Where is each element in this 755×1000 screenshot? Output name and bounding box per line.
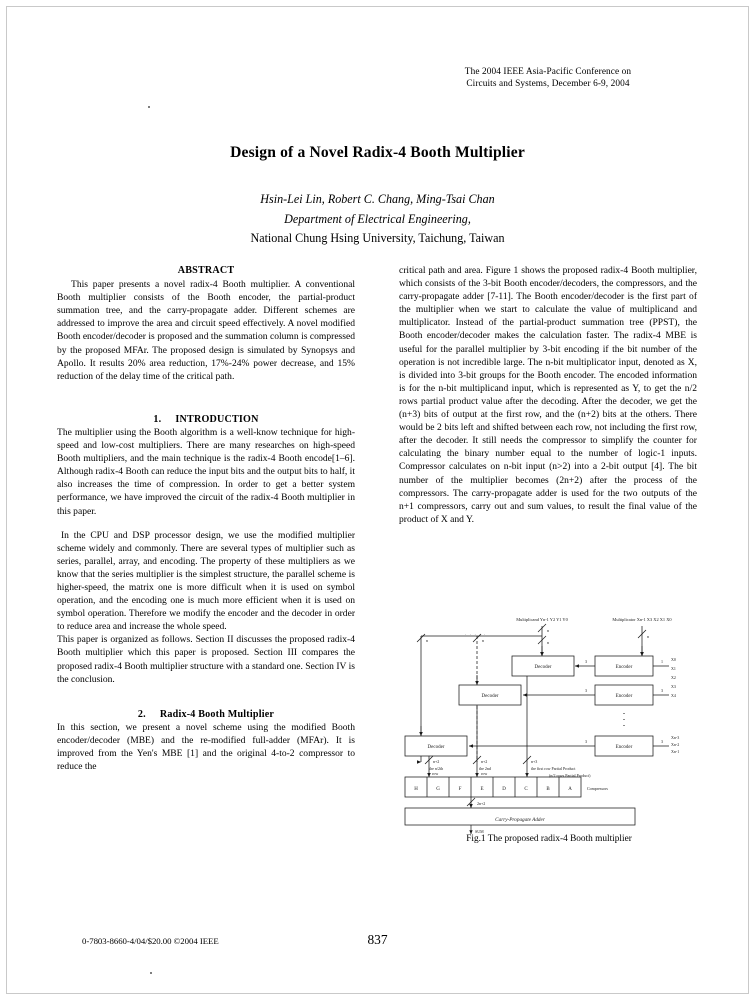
figure-bus-3-4: 3 <box>661 688 663 693</box>
figure-bus-n-3: n <box>647 634 649 639</box>
intro-paragraph-3: This paper is organized as follows. Section II discusses the proposed radix-4 Booth multiplier which this paper is proposed. Section III compares the proposed radix-4 Booth multiplier structure with a standard one. Section IV is the conclusion. <box>57 634 355 685</box>
intro-paragraph-1: The multiplier using the Booth algorithm is a well-know technique for high-speed and low-cost multipliers. There are many researches on high-speed Booth multipliers, and the main technique is the radix-4 Booth encode[1–6]. Although radix-4 Booth can reduce the input bits and the output bits to half, it also increases the time of compression. In order to get a better system performance, we have improved the circuit of the radix-4 Booth multiplier in this paper. <box>57 426 355 517</box>
figure-encoder-n: Encoder <box>615 745 633 750</box>
figure-bus-1: 1 <box>661 659 663 664</box>
figure-cell-h: H <box>414 787 418 792</box>
figure-cell-e: E <box>480 787 484 792</box>
footer-page-number: 837 <box>367 932 388 947</box>
figure-row-second-2: row <box>481 771 488 776</box>
figure-bit-n3: n+3 <box>531 759 538 764</box>
figure-encoder-1: Encoder <box>615 665 633 670</box>
figure-cell-c: C <box>524 787 528 792</box>
figure-bus-3-5: 3 <box>661 739 663 744</box>
right-column <box>399 264 697 526</box>
figure-cell-b: B <box>546 787 550 792</box>
figure-bit-n2-a: n+2 <box>433 759 440 764</box>
figure-x4: X4 <box>671 693 676 698</box>
scan-artifact-dot-bottom <box>150 972 152 974</box>
figure-cell-f: F <box>458 787 462 792</box>
figure-decoder-n: Decoder <box>427 745 445 750</box>
figure-bus-n-5: n <box>482 638 484 643</box>
figure-n2-rows-pp: (n/2 rows Partial Product) <box>549 773 591 778</box>
section-radix4-heading <box>57 708 355 721</box>
left-column <box>57 264 355 773</box>
figure-decoder-1: Decoder <box>534 665 552 670</box>
radix4-paragraph-right: critical path and area. Figure 1 shows the proposed radix-4 Booth multiplier, which consists of the 3-bit Booth encoder/decoders, the compressors, and the carry-propagate adder [7-11]. The Booth encoder/decoder is the first part of the multiplier when we start to calculate the value of multiplicand and multiplicator. Instead of the partial-product summation tree (PPST), the Booth encoder/decoder makes the calculation faster. The radix-4 MBE is useful for the parallel multiplier by 3-bit encoding if the bit number of the operation is not incredible large. The n-bit multiplicator input, denoted as X, is divided into 3-bit groups for the Booth encoder. The encoded information is for the n-bit multiplicand input, which is represented as Y, to get the n/2 rows partial product value after the decoding. After the decoder, we get the (n+3) bits of output at the first row, and the (n+2) bits at the others. There would be 2 bits left and shifted between each row, not including the first row, after the decoder. It still needs the compressor to simplify the counter for calculating the binary number equal to the number of logic-1 inputs. Compressor calculates on n-bit input (n>2) into a 2-bit output [4]. The bit number of the multiplier becomes (2n+2) after the process of the compressors. The carry-propagate adder is used for the two outputs of the n+1 compressors, carry out and sum values, to result the final value of the product of X and Y. <box>399 265 697 525</box>
figure-row-first: the n/2th <box>429 766 444 771</box>
paper-title: Design of a Novel Radix-4 Booth Multiplier <box>230 144 525 161</box>
figure-label-multiplicand: Multiplicand Yn-1 Y2 Y1 Y0 <box>516 617 568 622</box>
abstract-heading: ABSTRACT <box>177 265 235 276</box>
section-radix4-number: 2. <box>137 708 146 720</box>
figure-cell-a: A <box>568 787 572 792</box>
abstract-body: This paper presents a novel radix-4 Booth multiplier. A conventional Booth multiplier consists of the Booth encoder, the partial-product summation tree, and the carry-propagate adder. Different schemes are addressed to improve the area and circuit speed effectively. A novel modified Booth encoder/decoder is proposed and the summation column is compressed by the proposed MFAr. The proposed design is simulated by Synopsys and Apollo. It results 20% area reduction, 17%-24% power decrease, and 15% reduction of the delay time of the critical path. <box>57 279 355 382</box>
figure-encoder-2: Encoder <box>615 694 633 699</box>
author-block <box>0 190 755 249</box>
figure-x1: X1 <box>671 666 676 671</box>
figure-row-second: the 2nd <box>479 766 491 771</box>
figure-row-first-pp: the first row Partial Product <box>531 766 576 771</box>
author-affiliation: National Chung Hsing University, Taichung, Taiwan <box>250 231 505 246</box>
section-intro-number: 1. <box>153 413 162 425</box>
figure-x3: X3 <box>671 684 676 689</box>
section-intro-title: INTRODUCTION <box>175 413 259 425</box>
figure-x0: X0 <box>671 657 676 662</box>
author-department: Department of Electrical Engineering, <box>284 211 471 226</box>
figure-sum-bits: 2n+2 <box>477 801 486 806</box>
figure-bus-n-4: n <box>426 638 428 643</box>
figure-decoder-2: Decoder <box>481 694 499 699</box>
figure-row-first-2: row <box>432 771 439 776</box>
figure-bit-n2-b: n+2 <box>481 759 488 764</box>
figure-sum-output: SUM <box>475 829 484 834</box>
figure-cell-d: D <box>502 787 506 792</box>
figure-1-caption: Fig.1 The proposed radix-4 Booth multiplier <box>466 834 632 844</box>
figure-bus-n-1: n <box>547 628 549 633</box>
scan-artifact-dot <box>148 106 150 108</box>
conference-header-line1: The 2004 IEEE Asia-Pacific Conference on <box>464 67 632 77</box>
figure-bus-3-3: 3 <box>585 739 587 744</box>
figure-compressors-label: Compressors <box>587 786 608 791</box>
figure-bus-n-2: n <box>547 640 549 645</box>
figure-dots-row: · · · · · <box>465 632 487 637</box>
figure-bus-3-2: 3 <box>585 688 587 693</box>
figure-xn3: Xn-3 <box>671 735 680 740</box>
figure-x2: X2 <box>671 675 676 680</box>
footer-copyright: 0-7803-8660-4/04/$20.00 ©2004 IEEE <box>82 936 219 946</box>
figure-bus-3-1: 3 <box>585 659 587 664</box>
figure-xn2: Xn-2 <box>671 742 680 747</box>
figure-1-diagram <box>399 612 699 834</box>
figure-cell-g: G <box>436 787 440 792</box>
section-radix4-title: Radix-4 Booth Multiplier <box>159 708 275 720</box>
figure-label-multiplicator: Multiplicator Xn-1 X3 X2 X1 X0 <box>612 617 672 622</box>
section-intro-heading <box>57 413 355 426</box>
radix4-paragraph-left: In this section, we present a novel scheme using the modified Booth encoder/decoder (MBE) and the re-modified full-adder (MFAr). It is improved from the Yen's MBE [1] and the original 4-to-2 compressor to reduce the <box>57 721 355 773</box>
figure-cpa-label: Carry-Propagate Adder <box>495 817 545 823</box>
conference-header-line2: Circuits and Systems, December 6-9, 2004 <box>466 79 630 90</box>
figure-xn1: Xn-1 <box>671 749 680 754</box>
intro-paragraph-2: In the CPU and DSP processor design, we use the modified multiplier scheme widely and commonly. There are several types of multiplier such as series, parallel, array, and encoding. The property of these multipliers as we know that the series multiplier is the simplest structure, the parallel scheme is higher-speed, the matrix one is more difficult when it is used on symbol operation, and the encoding one is much more efficient when it is used on symbol operation. Therefore we modify the encoder and the decoder in order to reduce area and increase the whole speed. <box>57 529 355 633</box>
figure-1 <box>399 612 699 852</box>
author-names: Hsin-Lei Lin, Robert C. Chang, Ming-Tsai Chan <box>260 192 495 206</box>
conference-header <box>398 66 698 91</box>
